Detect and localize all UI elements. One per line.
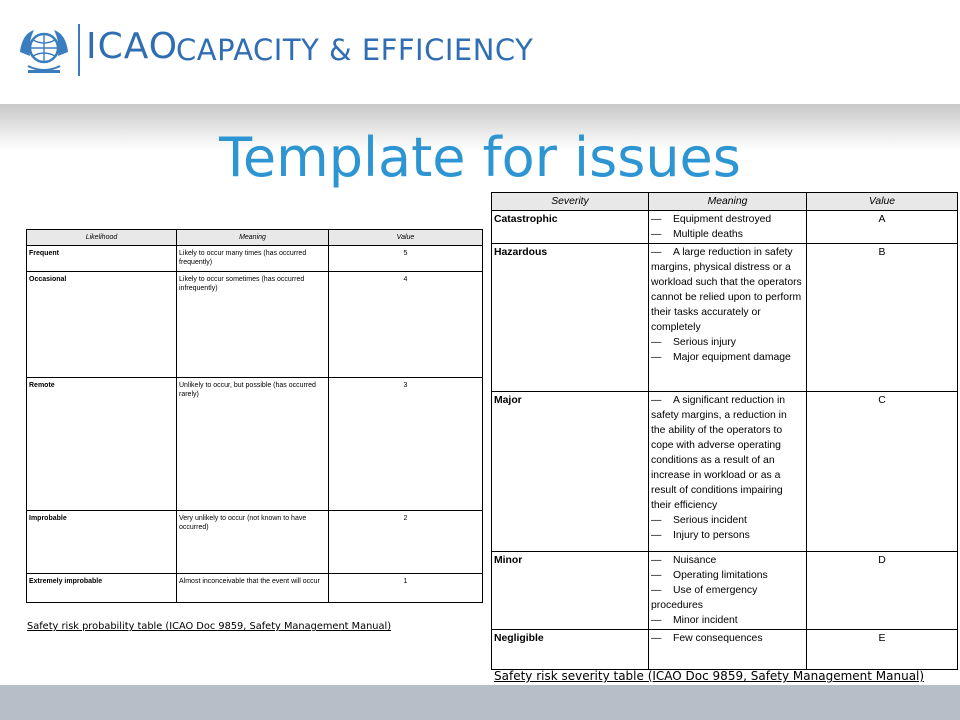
likelihood-cell: Improbable [27, 511, 177, 574]
meaning-line: — Injury to persons [651, 529, 750, 541]
table-row [27, 378, 483, 511]
value-cell: C [807, 391, 958, 551]
meaning-cell: Very unlikely to occur (not known to have occurred) [177, 511, 329, 574]
header-value: Value [807, 193, 958, 211]
table-row [27, 511, 483, 574]
value-cell: B [807, 243, 958, 391]
logo-divider [78, 24, 80, 76]
severity-cell: Catastrophic [492, 211, 649, 244]
severity-header-row [492, 193, 958, 211]
severity-cell: Hazardous [492, 243, 649, 391]
footer-bar [0, 685, 960, 720]
probability-caption: Safety risk probability table (ICAO Doc 9859, Safety Management Manual) [27, 621, 392, 632]
meaning-line: — A large reduction in safety margins, physical distress or a workload such that the operators cannot be relied upon to perform their tasks accurately or completely [651, 246, 802, 333]
probability-header-row [27, 230, 483, 246]
meaning-line: — A significant reduction in safety margins, a reduction in the ability of the operators to cope with adverse operating conditions as a result of an increase in workload or as a result of conditions impairing their efficiency [651, 394, 787, 511]
likelihood-cell: Extremely improbable [27, 574, 177, 603]
table-row [492, 551, 958, 629]
header [0, 0, 960, 104]
value-cell: D [807, 551, 958, 629]
meaning-cell [649, 391, 807, 551]
meaning-cell [649, 243, 807, 391]
header-likelihood: Likelihood [27, 230, 177, 246]
value-cell: 5 [329, 246, 483, 272]
value-cell: 4 [329, 272, 483, 378]
meaning-cell: Likely to occur sometimes (has occurred infrequently) [177, 272, 329, 378]
meaning-cell [649, 551, 807, 629]
probability-table [26, 229, 483, 603]
likelihood-cell: Remote [27, 378, 177, 511]
value-cell: A [807, 211, 958, 244]
meaning-line: — Minor incident [651, 614, 738, 626]
header-value: Value [329, 230, 483, 246]
header-tagline: CAPACITY & EFFICIENCY [176, 33, 534, 67]
meaning-line: — Equipment destroyed [651, 214, 772, 225]
meaning-line: — Major equipment damage [651, 351, 791, 363]
meaning-line: — Use of emergency procedures [651, 584, 758, 611]
icao-emblem-icon [14, 22, 74, 78]
severity-cell: Negligible [492, 629, 649, 669]
logo-text: ICAO [86, 26, 179, 67]
meaning-line: — Multiple deaths [651, 228, 743, 240]
table-row [492, 391, 958, 551]
meaning-cell: Unlikely to occur, but possible (has occurred rarely) [177, 378, 329, 511]
meaning-cell: Almost inconceivable that the event will occur [177, 574, 329, 603]
table-row [27, 246, 483, 272]
value-cell: E [807, 629, 958, 669]
meaning-line: — Operating limitations [651, 569, 768, 581]
severity-caption: Safety risk severity table (ICAO Doc 9859, Safety Management Manual) [494, 669, 925, 683]
page-title: Template for issues [219, 126, 741, 189]
table-row [492, 243, 958, 391]
table-row [492, 629, 958, 669]
table-row [27, 272, 483, 378]
value-cell: 1 [329, 574, 483, 603]
table-row [492, 211, 958, 244]
severity-cell: Minor [492, 551, 649, 629]
likelihood-cell: Frequent [27, 246, 177, 272]
header-meaning: Meaning [177, 230, 329, 246]
severity-cell: Major [492, 391, 649, 551]
table-row [27, 574, 483, 603]
meaning-cell: Likely to occur many times (has occurred frequently) [177, 246, 329, 272]
value-cell: 3 [329, 378, 483, 511]
meaning-line: — Serious injury [651, 336, 736, 348]
value-cell: 2 [329, 511, 483, 574]
meaning-cell [649, 211, 807, 244]
likelihood-cell: Occasional [27, 272, 177, 378]
header-severity: Severity [492, 193, 649, 211]
meaning-cell [649, 629, 807, 669]
severity-table [491, 192, 958, 670]
meaning-line: — Nuisance [651, 554, 717, 566]
meaning-line: — Serious incident [651, 514, 747, 526]
meaning-line: — Few consequences [651, 632, 763, 644]
header-meaning: Meaning [649, 193, 807, 211]
